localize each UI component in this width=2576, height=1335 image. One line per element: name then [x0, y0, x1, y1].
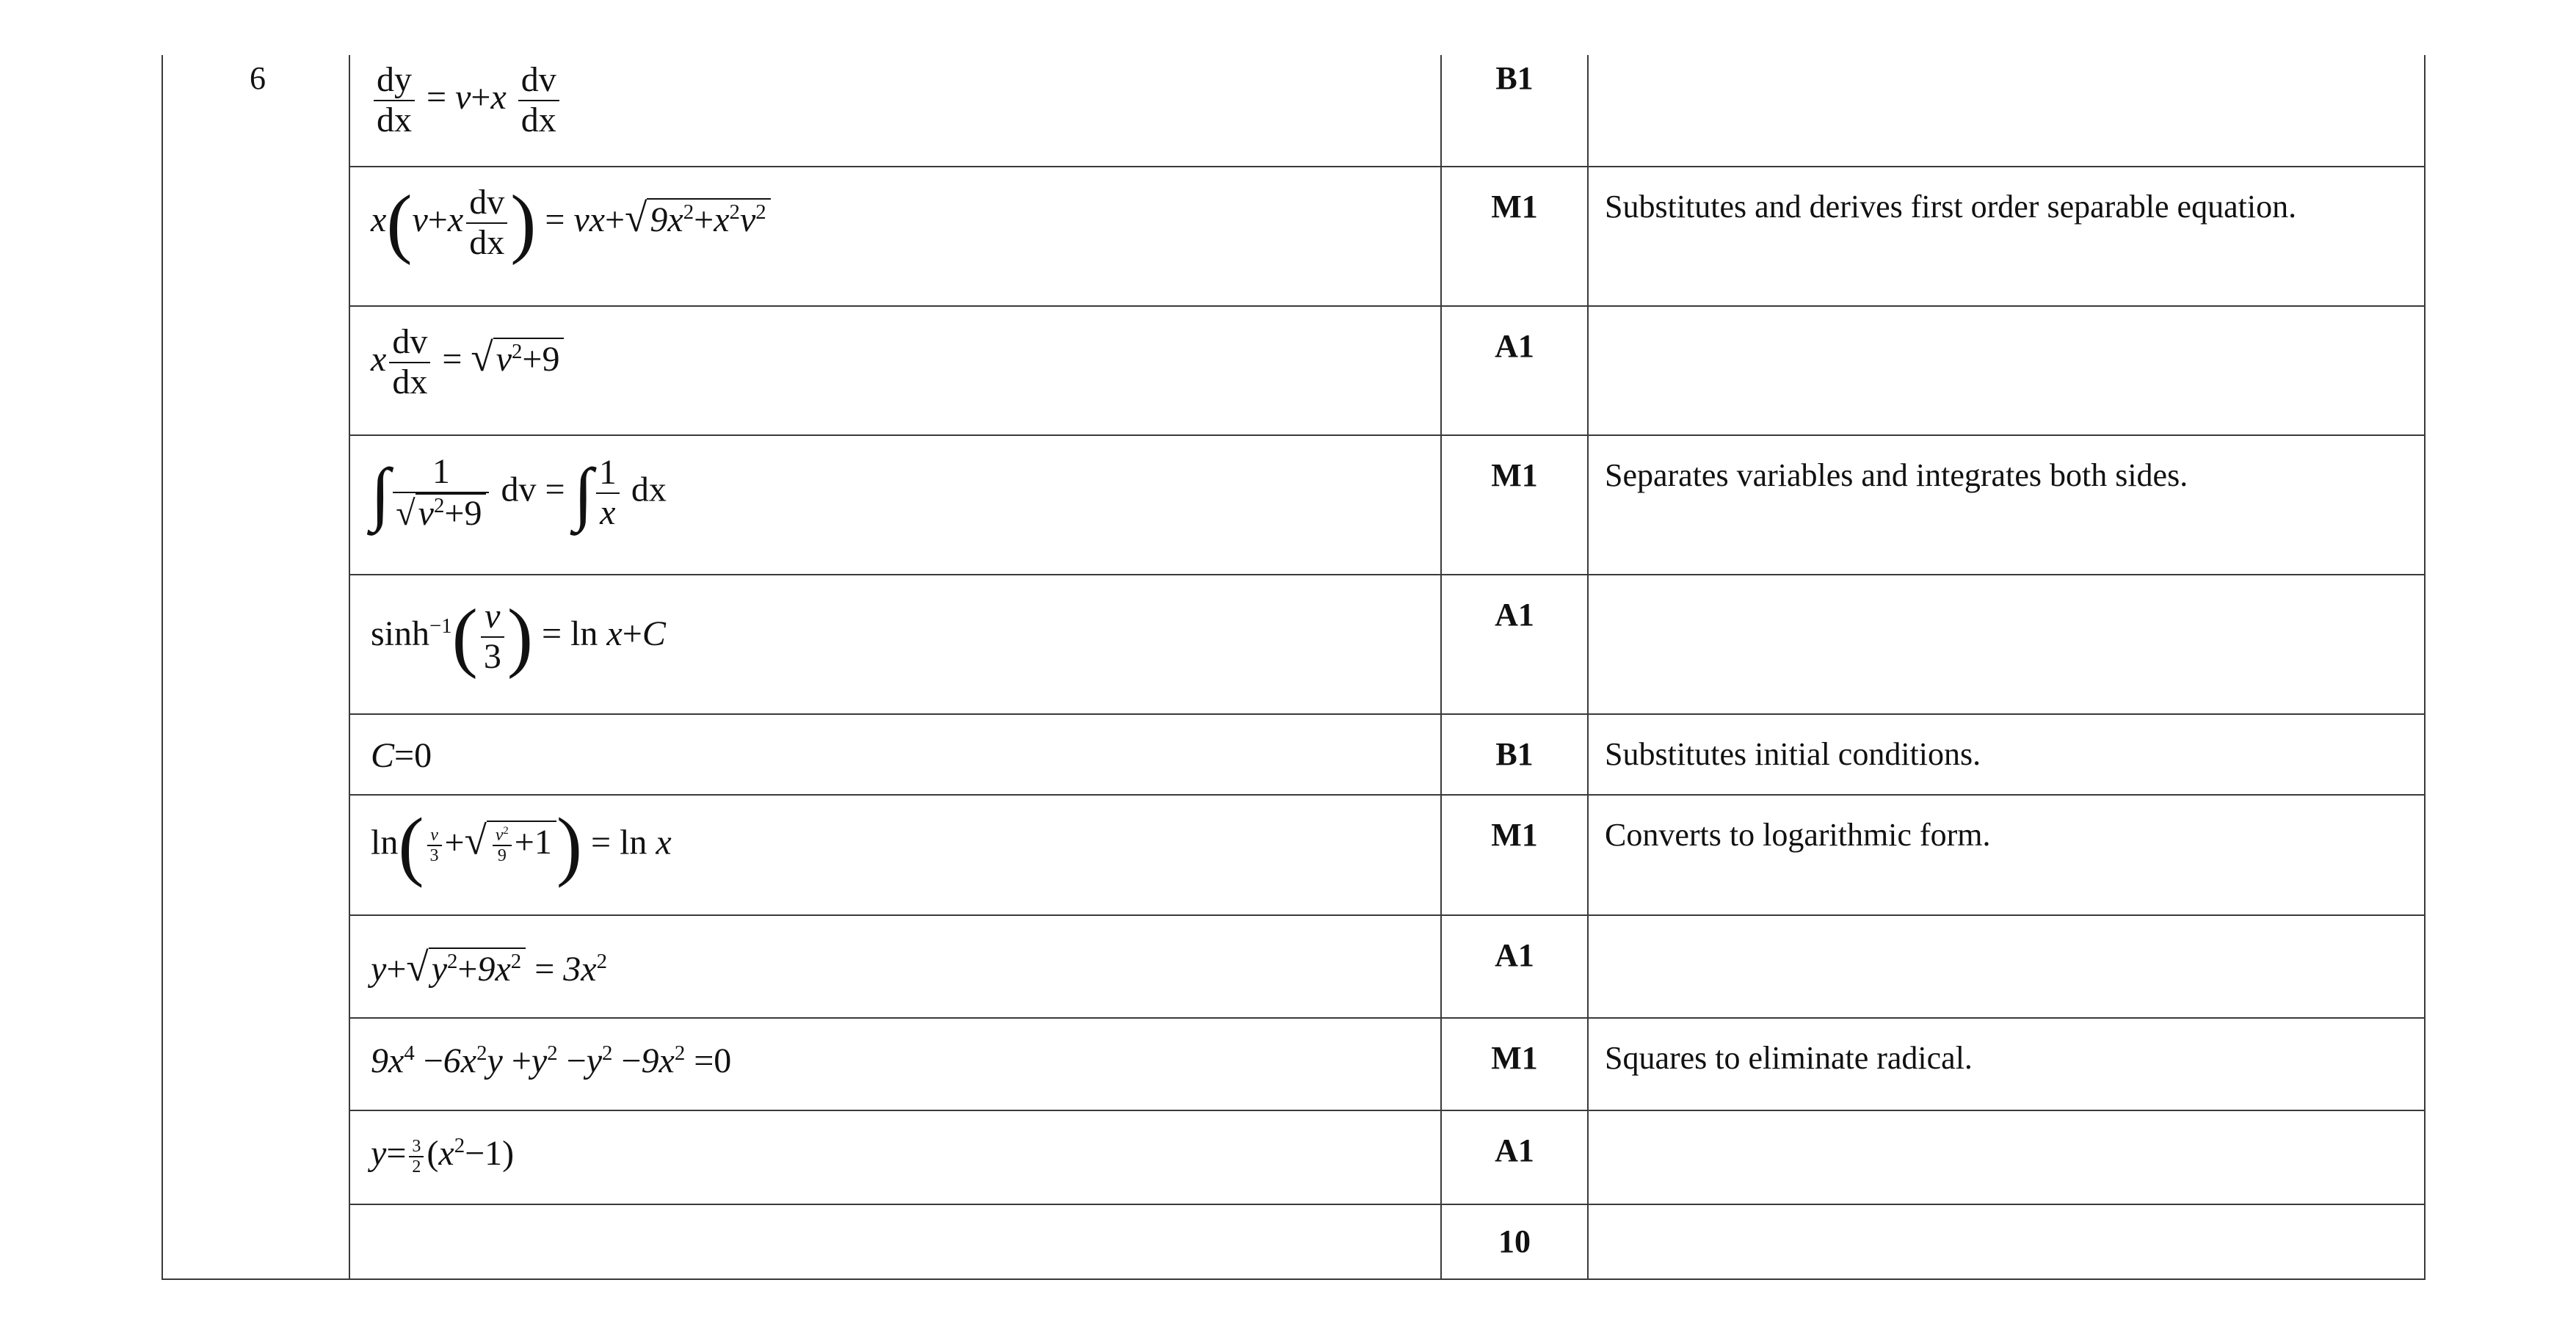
guidance-cell: [1588, 1110, 2425, 1204]
working-cell: [349, 167, 1441, 306]
working-cell: [349, 575, 1441, 714]
table-row: [162, 795, 2425, 915]
working-expression: ln( $\frac{v}{3}$ +√ $\frac{v^2}{9}$ +1) = ln x: [371, 802, 672, 888]
guidance-text: Substitutes and derives first order separable equation.: [1605, 189, 2297, 225]
fraction: $\frac{dv}{dx}$: [518, 61, 559, 140]
mark-cell: [1441, 1018, 1588, 1110]
table-row: [162, 167, 2425, 306]
mark-code: A1: [1495, 1132, 1534, 1168]
mark-code: M1: [1491, 1040, 1538, 1076]
guidance-cell: [1588, 1018, 2425, 1110]
mark-cell: [1441, 55, 1588, 167]
working-cell: [349, 55, 1441, 167]
question-number: 6: [250, 60, 266, 96]
guidance-text: Converts to logarithmic form.: [1605, 817, 1991, 853]
total-marks: 10: [1498, 1223, 1531, 1259]
mark-cell: [1441, 1110, 1588, 1204]
working-cell: [349, 1110, 1441, 1204]
guidance-text: [1589, 55, 2424, 76]
guidance-cell: [1588, 1204, 2425, 1279]
working-expression: x $\frac{dv}{dx}$ = $√v^2+9$: [350, 307, 1440, 402]
guidance-text: Substitutes initial conditions.: [1605, 736, 1981, 772]
mark-code: M1: [1491, 457, 1538, 493]
guidance-text: [1589, 307, 2424, 327]
mark-code: A1: [1495, 937, 1534, 973]
table-row: [162, 575, 2425, 714]
mark-code: A1: [1495, 597, 1534, 633]
guidance-cell: [1588, 795, 2425, 915]
table-row: [162, 714, 2425, 795]
total-row: [162, 1204, 2425, 1279]
table-row: [162, 435, 2425, 575]
working-expression: $y+√y^2+9x^2 = 3x^2$: [371, 945, 607, 989]
table-row: [162, 306, 2425, 435]
working-cell: [349, 915, 1441, 1018]
mark-scheme-table: [162, 55, 2426, 1280]
working-expression: $9x^4 -6x^2y +y^2 -y^2 -9x^2 =0$: [371, 1041, 732, 1080]
working-expression: $\sinh^{-1}$( $\frac{v}{3}$ ) = ln x+C: [371, 593, 666, 680]
guidance-cell: [1588, 915, 2425, 1018]
working-expression: y= $\frac{3}{2}$ $(x^2-1)$: [371, 1134, 515, 1176]
mark-cell: [1441, 915, 1588, 1018]
mark-code: M1: [1491, 817, 1538, 853]
working-expression: ∫ $\frac{1}{√v^2+9}$ dv = ∫ $\frac{1}{x}$ dx: [371, 451, 667, 533]
guidance-text: Separates variables and integrates both sides.: [1605, 457, 2188, 493]
mark-cell: [1441, 306, 1588, 435]
working-expression: C=0: [371, 736, 432, 775]
mark-cell: [1441, 795, 1588, 915]
total-mark-cell: [1441, 1204, 1588, 1279]
table-row: [162, 1018, 2425, 1110]
table-row: [162, 915, 2425, 1018]
guidance-text: [1589, 916, 2424, 936]
working-cell: [349, 435, 1441, 575]
mark-cell: [1441, 575, 1588, 714]
guidance-cell: [1588, 435, 2425, 575]
working-cell: [349, 1204, 1441, 1279]
guidance-text: Squares to eliminate radical.: [1605, 1040, 1973, 1076]
guidance-cell: [1588, 306, 2425, 435]
table-row: [162, 55, 2425, 167]
working-cell: [349, 795, 1441, 915]
fraction: $\frac{dy}{dx}$: [374, 61, 415, 140]
guidance-cell: [1588, 167, 2425, 306]
guidance-cell: [1588, 714, 2425, 795]
working-cell: [349, 714, 1441, 795]
mark-cell: [1441, 167, 1588, 306]
guidance-text: [1589, 575, 2424, 596]
mark-code: M1: [1491, 189, 1538, 225]
mark-code: B1: [1495, 736, 1534, 772]
working-expression: x(v+x $\frac{dv}{dx}$ ) = $vx+√9x^2+x^2v^2$: [350, 167, 1440, 263]
question-cell: [162, 55, 349, 1279]
working-cell: [349, 1018, 1441, 1110]
mark-code: A1: [1495, 328, 1534, 364]
working-expression: $\frac{dy}{dx}$ = v+x $\frac{dv}{dx}$: [350, 55, 1440, 140]
mark-code: B1: [1495, 60, 1534, 96]
table-row: [162, 1110, 2425, 1204]
guidance-cell: [1588, 575, 2425, 714]
guidance-cell: [1588, 55, 2425, 167]
working-cell: [349, 306, 1441, 435]
mark-cell: [1441, 435, 1588, 575]
guidance-text: [1589, 1111, 2424, 1132]
mark-cell: [1441, 714, 1588, 795]
